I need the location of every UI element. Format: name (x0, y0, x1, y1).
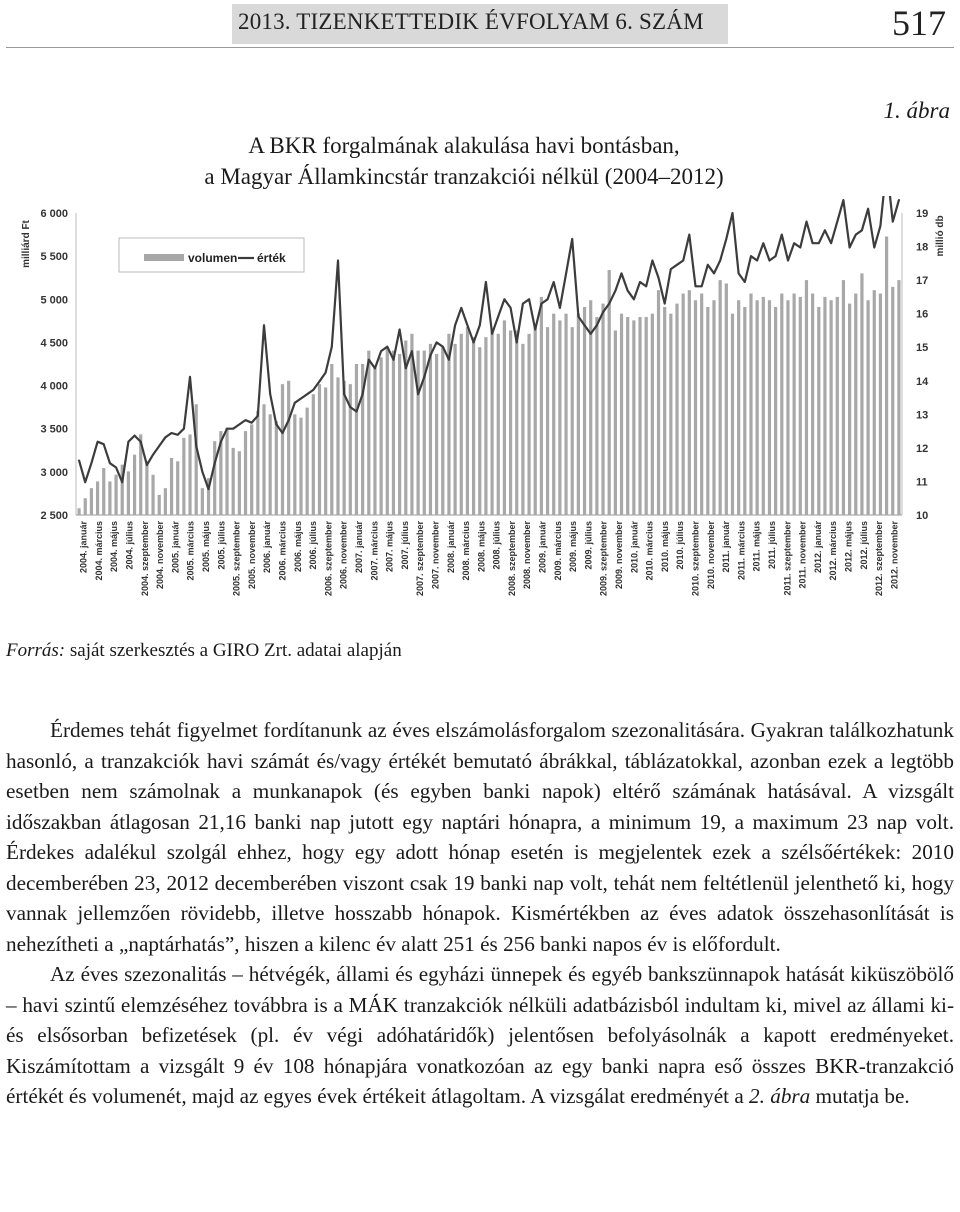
x-tick-label: 2007. július (399, 521, 410, 570)
x-tick-label: 2010. január (629, 521, 640, 574)
page-number: 517 (892, 3, 946, 43)
legend-volume-label: volumen (188, 251, 238, 265)
volume-bar (823, 297, 826, 515)
volume-bar (182, 438, 185, 515)
volume-bar (447, 334, 450, 515)
volume-bar (336, 377, 339, 515)
volume-bar (669, 314, 672, 515)
x-tick-label: 2010. szeptember (690, 521, 701, 597)
x-tick-label: 2006. május (292, 521, 303, 573)
x-tick-label: 2005. május (201, 521, 211, 573)
volume-bar (768, 300, 771, 515)
right-tick-label: 18 (916, 241, 929, 254)
volume-bar (885, 236, 888, 515)
volume-bar (84, 498, 87, 515)
volume-bar (509, 330, 512, 515)
volume-bar (817, 307, 820, 515)
volume-bar (392, 351, 395, 515)
x-tick-label: 2004. november (155, 521, 166, 590)
volume-bar (793, 294, 796, 515)
volume-bar (614, 330, 617, 515)
volume-bar (756, 300, 759, 515)
volume-bar (312, 394, 315, 515)
volume-bar (145, 461, 148, 515)
paragraph-1: Érdemes tehát figyelmet fordítanunk az éves elszámolásforgalom szezonalitására. Gyakran találkozhatunk hasonló, a tranzakciók havi számát és/vagy értékét bemutató ábrákkal, táblázatokkal, azonban ezek a legtöbb esetben nem számolnak a munkanapok (és egyben banki napok) eltérő számának hatásával. A vizsgált időszakban átlagosan 21,16 banki nap jutott egy naptári hónapra, a minimum 19, a maximum 23 nap volt. Érdekes adalékul szolgál ehhez, hogy egy adott hónap esetén is megjelentek ezek a szélsőértékek: 2010 decemberében 23, 2012 decemberében viszont csak 19 banki nap volt, tehát nem feltétlenül jelenthető ki, hogy vannak jellemzően rövidebb, illetve hosszabb hónapok. Kismértékben az éves adatok összehasonlítását is nehezítheti a „naptárhatás”, hiszen a kilenc év alatt 251 és 256 banki napos év is előfordult. (6, 718, 954, 956)
volume-bar (318, 384, 321, 515)
volume-bar (293, 414, 296, 515)
volume-bar (546, 327, 549, 515)
x-tick-label: 2012. szeptember (874, 521, 885, 597)
left-tick-label: 3 000 (40, 466, 68, 479)
x-tick-label: 2007. november (430, 521, 441, 590)
journal-issue: 2013. TIZENKETTEDIK ÉVFOLYAM 6. SZÁM (238, 9, 704, 34)
chart (6, 196, 950, 616)
x-tick-label: 2010. november (705, 521, 716, 590)
volume-bar (195, 404, 198, 515)
x-tick-label: 2006. január (262, 521, 273, 574)
x-tick-label: 2011. május (751, 521, 762, 572)
volume-bar (77, 508, 80, 515)
volume-bar (244, 431, 247, 515)
right-tick-label: 12 (916, 442, 929, 455)
volume-bar (176, 461, 179, 515)
volume-bar (700, 294, 703, 515)
volume-bar (577, 314, 580, 515)
x-tick-label: 2008. március (461, 521, 472, 581)
x-tick-label: 2007. május (384, 521, 395, 573)
volume-bar (232, 448, 235, 515)
legend-volume-swatch (144, 254, 184, 261)
x-tick-label: 2010. július (675, 521, 686, 570)
volume-bar (786, 300, 789, 515)
legend-value-label: érték (257, 251, 286, 265)
x-tick-label: 2009. március (552, 521, 563, 581)
volume-bar (114, 475, 117, 515)
volume-bar (158, 495, 161, 515)
left-tick-label: 4 500 (40, 337, 68, 350)
volume-bar (386, 347, 389, 515)
x-tick-label: 2006. július (308, 521, 319, 570)
x-tick-label: 2012. november (889, 521, 900, 590)
figure-number: 1. ábra (883, 98, 950, 123)
volume-bar (330, 364, 333, 515)
x-tick-label: 2008. szeptember (506, 521, 517, 597)
volume-bar (712, 300, 715, 515)
volume-bar (306, 408, 309, 515)
volume-bar (743, 307, 746, 515)
left-tick-label: 5 500 (40, 251, 68, 264)
volume-bar (706, 307, 709, 515)
x-tick-label: 2004. január (78, 521, 89, 574)
volume-bar (503, 320, 506, 515)
body-text (6, 715, 954, 1112)
volume-bar (490, 330, 493, 515)
x-tick-label: 2005. július (216, 521, 227, 570)
volume-bar (848, 304, 851, 515)
volume-bar (417, 351, 420, 515)
volume-bar (854, 294, 857, 515)
volume-bar (830, 300, 833, 515)
volume-bar (373, 367, 376, 515)
x-tick-label: 2011. március (736, 521, 747, 581)
volume-bar (90, 488, 93, 515)
volume-bar (762, 297, 765, 515)
volume-bar (441, 347, 444, 515)
right-axis-label: millió db (935, 215, 946, 257)
volume-bar (497, 334, 500, 515)
volume-bar (478, 347, 481, 515)
volume-bar (891, 287, 894, 515)
left-tick-label: 2 500 (40, 510, 68, 522)
volume-bar (774, 307, 777, 515)
volume-bar (201, 488, 204, 515)
x-tick-label: 2011. szeptember (782, 521, 793, 596)
volume-bar (749, 294, 752, 515)
left-tick-label: 3 500 (40, 423, 68, 436)
x-tick-label: 2006. március (277, 521, 288, 581)
volume-bar (398, 354, 401, 515)
figure-title-line2: a Magyar Államkincstár tranzakciói nélkül (2004–2012) (204, 164, 724, 189)
volume-bar (367, 351, 370, 515)
volume-bar (324, 387, 327, 515)
volume-bar (564, 314, 567, 515)
volume-bar (151, 475, 154, 515)
x-tick-label: 2008. november (522, 521, 533, 590)
x-tick-label: 2006. szeptember (323, 521, 334, 597)
x-tick-label: 2012. március (828, 521, 839, 581)
volume-bar (860, 273, 863, 515)
volume-bar (460, 334, 463, 515)
x-tick-label: 2005. november (246, 521, 257, 590)
volume-bar (287, 381, 290, 515)
paragraph-2-text-b: mutatja be. (810, 1084, 910, 1108)
volume-bar (133, 455, 136, 515)
volume-bar (558, 320, 561, 515)
paragraph-2 (6, 959, 954, 1112)
x-tick-label: 2008. július (491, 521, 502, 570)
volume-bar (515, 330, 518, 515)
right-tick-label: 16 (916, 308, 929, 321)
left-tick-label: 6 000 (40, 208, 68, 220)
volume-bar (675, 304, 678, 515)
x-tick-label: 2004. szeptember (139, 521, 150, 597)
volume-bar (256, 411, 259, 515)
volume-bar (188, 434, 191, 515)
volume-bar (250, 424, 253, 515)
volume-bar (725, 283, 728, 515)
x-tick-label: 2012. május (843, 521, 854, 573)
volume-bar (897, 280, 900, 515)
volume-bar (688, 290, 691, 515)
volume-bar (108, 481, 111, 515)
volume-bar (534, 327, 537, 515)
right-tick-label: 19 (916, 208, 929, 220)
volume-bar (453, 344, 456, 515)
volume-bar (238, 451, 241, 515)
volume-bar (626, 317, 629, 515)
volume-bar (213, 441, 216, 515)
volume-bar (96, 481, 99, 515)
volume-bar (805, 280, 808, 515)
volume-bar (380, 357, 383, 515)
volume-bar (682, 294, 685, 515)
volume-bar (719, 280, 722, 515)
x-tick-label: 2011. január (721, 521, 732, 573)
x-tick-label: 2011. július (767, 521, 777, 570)
volume-bar (225, 428, 228, 515)
x-tick-label: 2004. május (109, 521, 120, 573)
source-text: saját szerkesztés a GIRO Zrt. adatai alapján (65, 640, 402, 661)
left-axis-label: milliárd Ft (21, 220, 32, 268)
volume-bar (435, 354, 438, 515)
x-tick-label: 2004. július (124, 521, 135, 570)
x-tick-label: 2007. március (369, 521, 380, 581)
volume-bar (873, 290, 876, 515)
figure-reference: 2. ábra (749, 1084, 811, 1108)
volume-bar (780, 294, 783, 515)
x-tick-label: 2009. május (568, 521, 579, 573)
header-rule (6, 47, 954, 48)
volume-bar (355, 364, 358, 515)
volume-bar (466, 327, 469, 515)
paragraph-2-text-a: Az éves szezonalitás – hétvégék, állami és egyházi ünnepek és egyéb bankszünnapok hatását kiküszöbölő – havi szintű elemzéséhez továbbra is a MÁK tranzakciók nélküli adatbázisból indultam ki, mivel az állami ki- és elsősorban befizetések (pl. év végi adóhatáridők) jelentősen befolyásolnák a kapott eredményeket. Kiszámítottam a vizsgált 9 év 108 hónapjára vonatkozóan az egy banki napra eső összes BKR-tranzakció értékét és volumenét, majd az egyes évek értékeit átlagoltam. A vizsgálat eredményét a (6, 962, 954, 1108)
x-tick-label: 2010. május (659, 521, 670, 573)
x-tick-label: 2009. szeptember (598, 521, 609, 597)
x-tick-label: 2009. január (537, 521, 548, 574)
right-tick-label: 17 (916, 275, 929, 288)
volume-bar (601, 304, 604, 515)
x-tick-label: 2005. január (170, 521, 181, 574)
x-tick-label: 2004. március (93, 521, 104, 581)
volume-bar (879, 294, 882, 515)
right-tick-label: 15 (916, 342, 929, 355)
x-tick-label: 2008. január (445, 521, 456, 574)
source-label: Forrás: (6, 640, 66, 661)
left-tick-label: 4 000 (40, 380, 68, 393)
x-tick-label: 2006. november (338, 521, 349, 590)
volume-bar (836, 297, 839, 515)
volume-bar (269, 414, 272, 515)
figure-source (6, 640, 402, 662)
x-tick-label: 2012. január (812, 521, 823, 574)
volume-bar (571, 327, 574, 515)
volume-bar (645, 317, 648, 515)
volume-bar (620, 314, 623, 515)
volume-bar (866, 300, 869, 515)
right-tick-label: 11 (916, 476, 928, 489)
volume-bar (737, 300, 740, 515)
x-tick-label: 2011. november (797, 521, 808, 589)
volume-bar (811, 294, 814, 515)
volume-bar (663, 307, 666, 515)
x-tick-label: 2005. március (185, 521, 196, 581)
volume-bar (484, 337, 487, 515)
volume-bar (299, 418, 302, 515)
x-tick-label: 2007. január (354, 521, 364, 574)
volume-bar (694, 300, 697, 515)
x-tick-label: 2008. május (476, 521, 487, 573)
figure-title-line1: A BKR forgalmának alakulása havi bontásban, (248, 133, 680, 158)
volume-bar (731, 314, 734, 515)
volume-bar (651, 314, 654, 515)
volume-bar (170, 458, 173, 515)
volume-bar (540, 297, 543, 515)
volume-bar (275, 421, 278, 515)
volume-bar (429, 344, 432, 515)
right-tick-label: 10 (916, 510, 929, 522)
volume-bar (842, 280, 845, 515)
volume-bar (657, 290, 660, 515)
x-tick-label: 2012. július (858, 521, 869, 570)
volume-bar (638, 317, 641, 515)
volume-bar (164, 488, 167, 515)
x-tick-label: 2007. szeptember (415, 521, 426, 597)
volume-bar (799, 297, 802, 515)
volume-bar (343, 381, 346, 515)
right-tick-label: 14 (916, 375, 929, 388)
volume-bar (527, 334, 530, 515)
right-tick-label: 13 (916, 409, 929, 422)
volume-bar (472, 337, 475, 515)
volume-bar (127, 471, 130, 515)
left-tick-label: 5 000 (40, 294, 68, 307)
volume-bar (281, 384, 284, 515)
volume-bar (102, 468, 105, 515)
x-tick-label: 2009. november (614, 521, 624, 590)
x-tick-label: 2005. szeptember (231, 521, 242, 597)
volume-bar (521, 344, 524, 515)
volume-bar (583, 307, 586, 515)
volume-bar (632, 320, 635, 515)
x-tick-label: 2009. július (583, 521, 594, 570)
volume-bar (552, 314, 555, 515)
x-tick-label: 2010. március (644, 521, 655, 581)
volume-bar (262, 404, 265, 515)
volume-bar (595, 317, 598, 515)
